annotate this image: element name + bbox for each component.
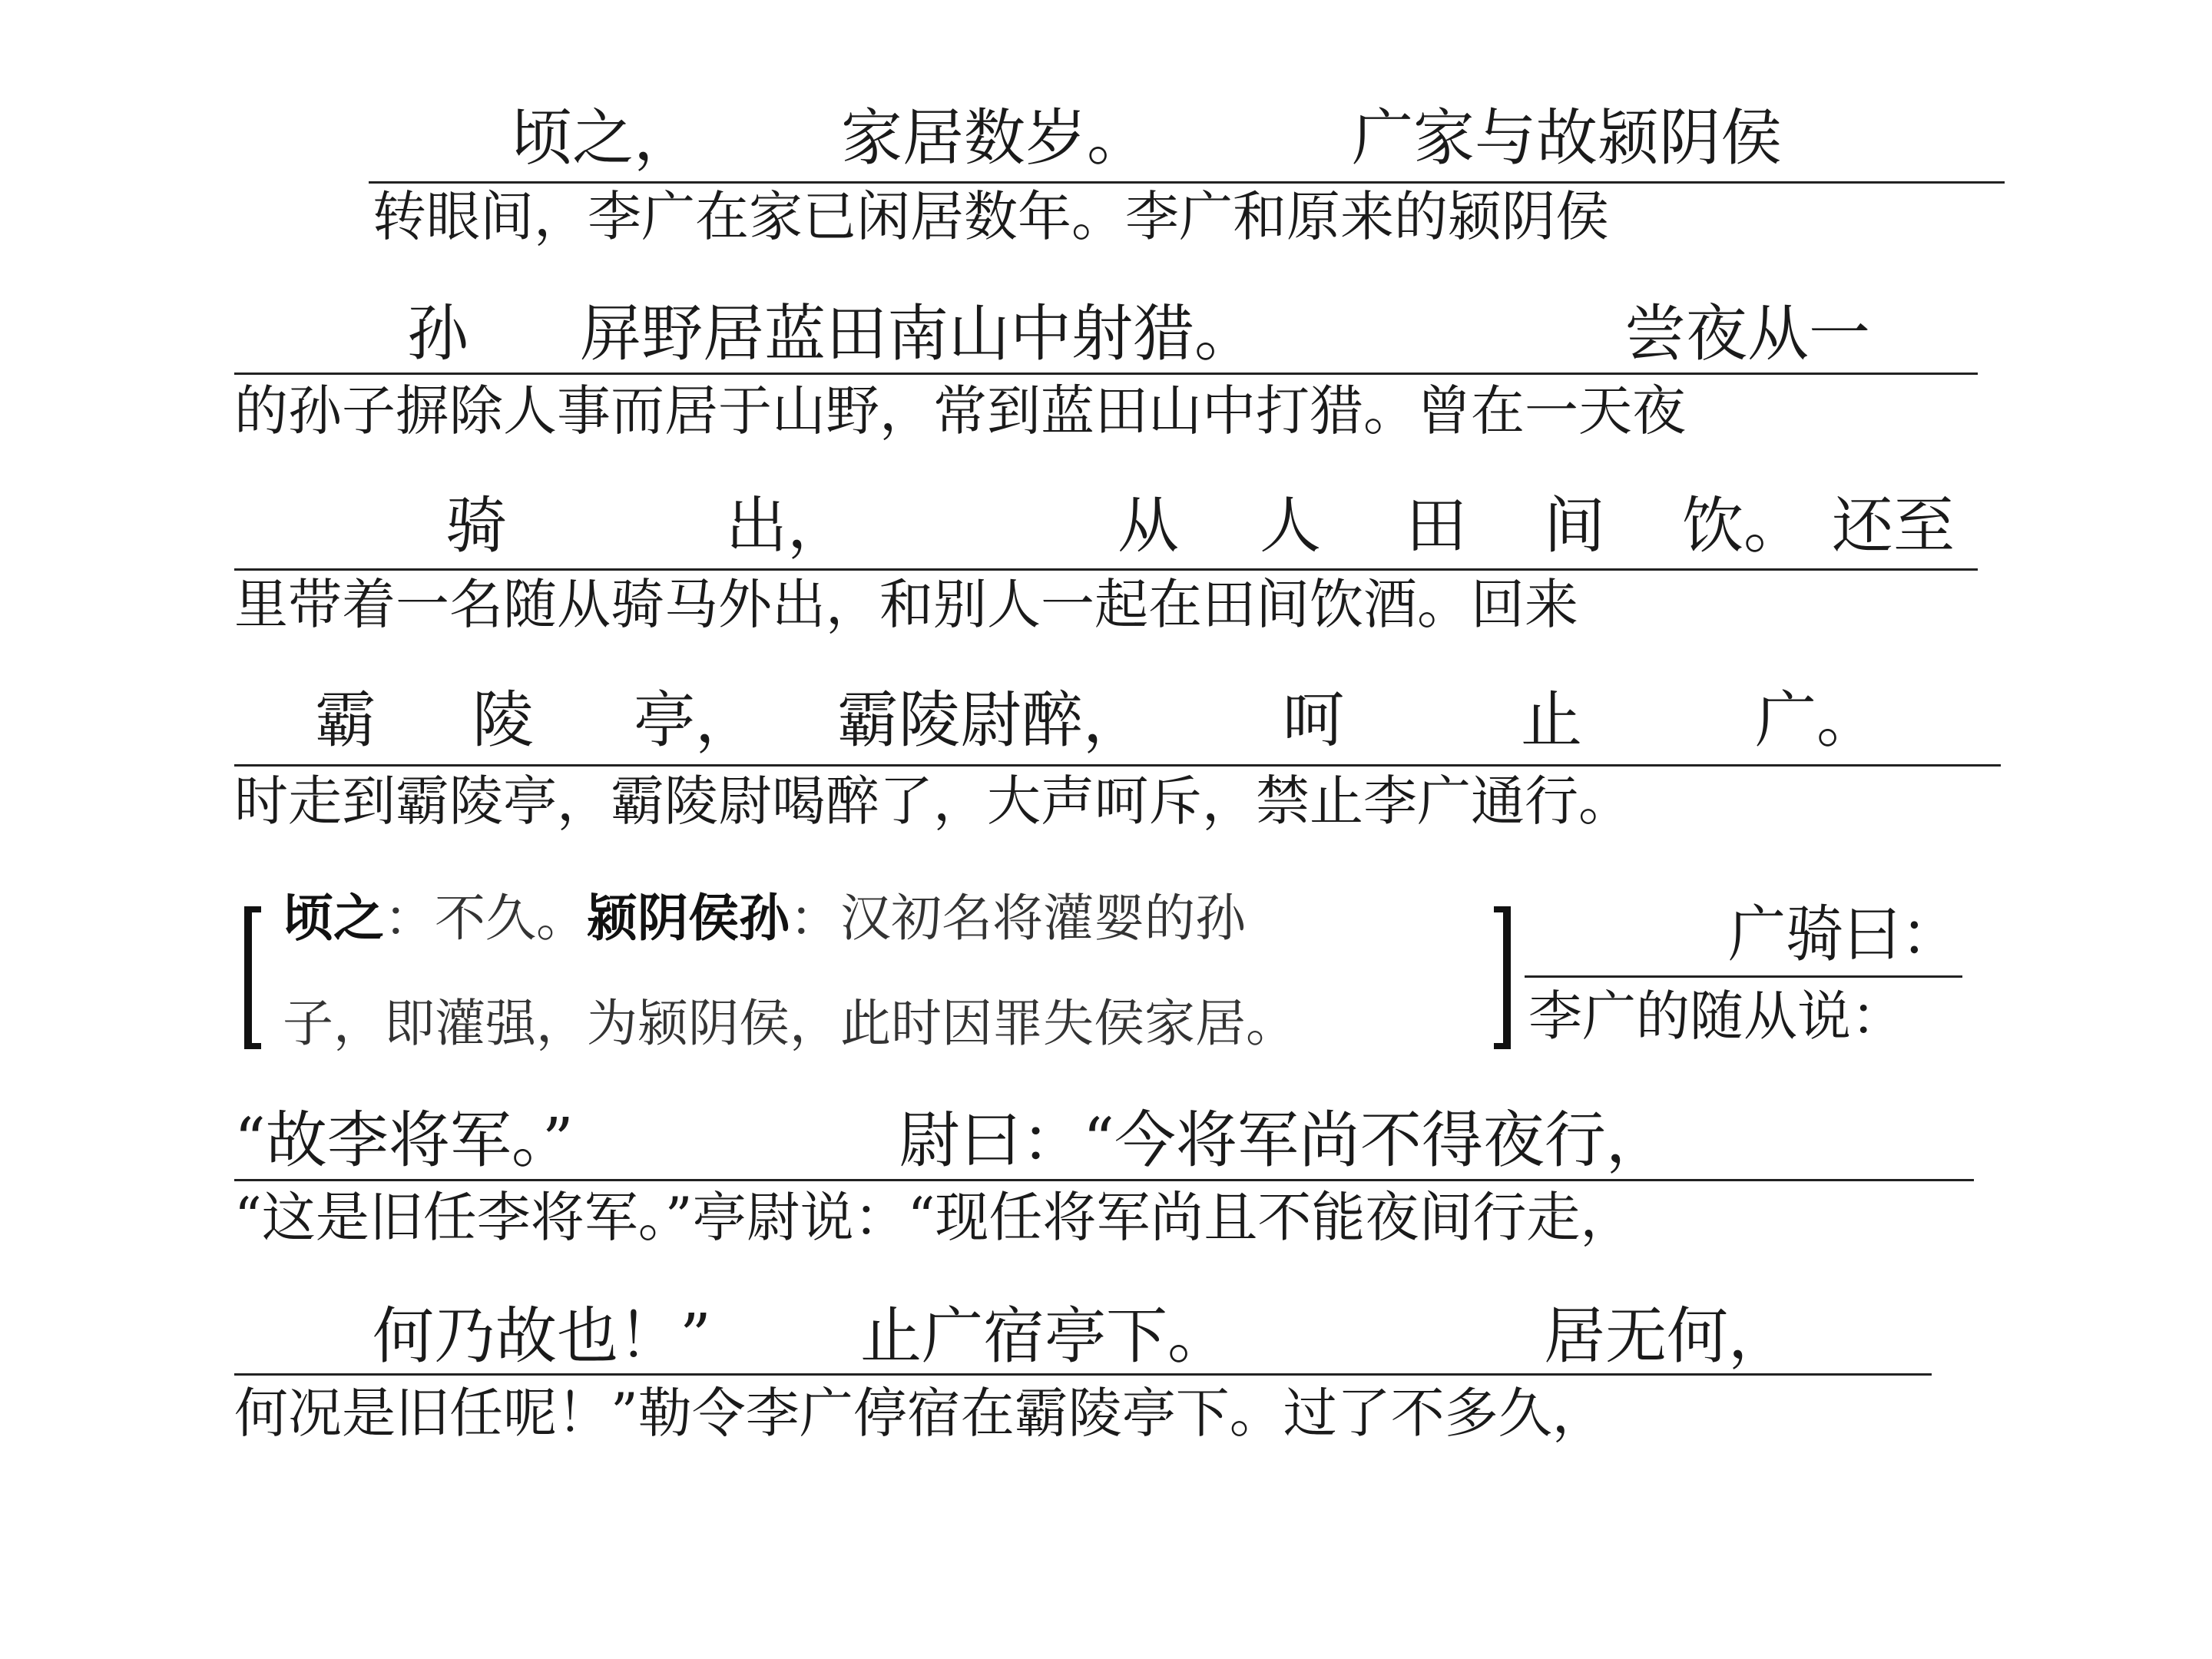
original-line-3-seg-5: 田 [1406, 490, 1467, 561]
original-line-3-seg-8: 还至 [1832, 490, 1955, 561]
original-line-1-seg-3: 广家与故颍阴侯 [1352, 102, 1782, 174]
original-line-3-seg-4: 人 [1260, 490, 1321, 561]
underline-3 [234, 568, 1978, 571]
original-line-4-seg-3: 亭， [634, 684, 757, 756]
original-line-4-seg-6: 止 [1521, 684, 1582, 756]
original-line-7-seg-1: 何乃故也！” [373, 1300, 711, 1372]
original-line-6-seg-2: 尉曰：“今将军尚不得夜行， [899, 1104, 1667, 1176]
original-line-6-seg-1: “故李将军。” [234, 1104, 574, 1176]
underline-2 [234, 373, 1978, 375]
original-line-5-seg-1: 广骑曰： [1728, 899, 1959, 970]
note-def-yingyinhousun: ：汉初名将灌婴的孙 [790, 889, 1246, 948]
translation-line-2: 的孙子摒除人事而居于山野，常到蓝田山中打猎。曾在一天夜 [234, 379, 1686, 442]
original-line-1-seg-1: 顷之， [511, 102, 695, 174]
original-line-2-seg-3: 尝夜从一 [1624, 298, 1870, 369]
original-line-3-seg-6: 间 [1544, 490, 1605, 561]
translation-line-3: 里带着一名随从骑马外出，和别人一起在田间饮酒。回来 [234, 573, 1578, 636]
note-right-bracket [1494, 906, 1511, 1049]
translation-line-7: 何况是旧任呢！”勒令李广停宿在霸陵亭下。过了不多久， [234, 1382, 1606, 1445]
original-line-4-seg-7: 广。 [1755, 684, 1878, 756]
note-term-yingyinhousun: 颍阴侯孙 [587, 889, 790, 948]
note-term-qingzhi: 顷之 [283, 889, 384, 948]
original-line-3-seg-1: 骑 [445, 490, 507, 561]
translation-line-6: “这是旧任李将军。”亭尉说：“现任将军尚且不能夜间行走， [234, 1186, 1634, 1249]
original-line-3-seg-7: 饮。 [1682, 490, 1805, 561]
original-line-4-seg-2: 陵 [472, 684, 534, 756]
original-line-4-seg-5: 呵 [1283, 684, 1344, 756]
original-line-1-seg-2: 家居数岁。 [841, 102, 1148, 174]
original-line-4-seg-1: 霸 [315, 684, 376, 756]
original-line-3-seg-3: 从 [1118, 490, 1179, 561]
original-line-3-seg-2: 出， [726, 490, 849, 561]
original-line-2-seg-2: 屏野居蓝田南山中射猎。 [580, 298, 1256, 369]
original-line-4-seg-4: 霸陵尉醉， [837, 684, 1144, 756]
annotation-note-line-2: 子，即灌强，为颍阴侯，此时因罪失侯家居。 [283, 994, 1296, 1053]
translation-line-1: 转眼间，李广在家已闲居数年。李广和原来的颍阴侯 [373, 185, 1609, 248]
underline-4 [234, 764, 2001, 767]
underline-5 [1525, 975, 1962, 978]
translation-line-4: 时走到霸陵亭，霸陵尉喝醉了，大声呵斥，禁止李广通行。 [234, 770, 1632, 833]
note-left-bracket [244, 906, 261, 1049]
original-line-2-seg-1: 孙 [407, 298, 469, 369]
underline-7 [234, 1373, 1932, 1376]
original-line-7-seg-2: 止广宿亭下。 [860, 1300, 1229, 1372]
original-line-7-seg-3: 居无何， [1544, 1300, 1790, 1372]
annotation-note-line-1 [283, 889, 1246, 948]
underline-6 [234, 1179, 1974, 1181]
underline-1 [369, 181, 2005, 184]
note-def-qingzhi: ：不久。 [384, 889, 587, 948]
translation-line-5: 李广的随从说： [1528, 985, 1905, 1048]
